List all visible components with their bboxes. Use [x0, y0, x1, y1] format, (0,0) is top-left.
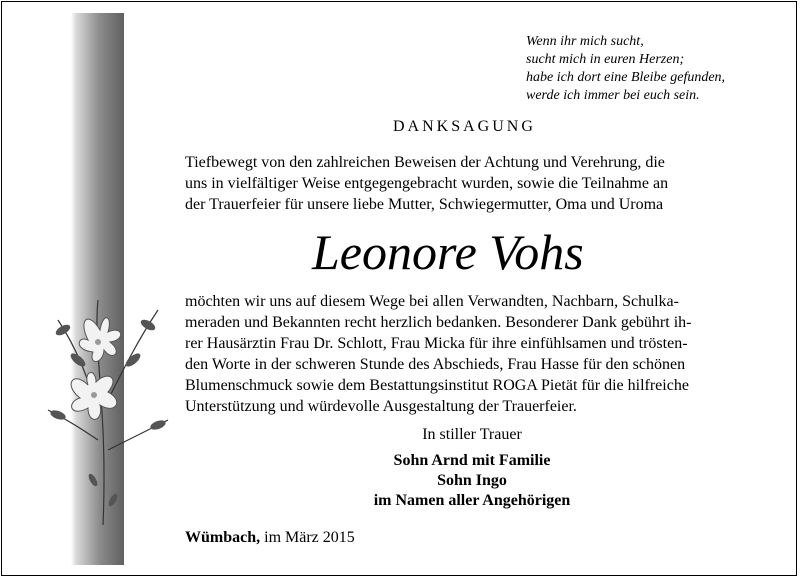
paragraph-line: Unterstützung und würdevolle Ausgestaltung der Trauerfeier.	[185, 398, 577, 415]
place: Wümbach,	[185, 529, 261, 546]
heading: DANKSAGUNG	[393, 118, 536, 135]
poem-line: sucht mich in euren Herzen;	[526, 52, 685, 67]
poem-line: werde ich immer bei euch sein.	[526, 88, 700, 103]
lily-bouquet-illustration	[38, 290, 178, 530]
closing-phrase: In stiller Trauer	[422, 426, 522, 443]
poem-line: Wenn ihr mich sucht,	[526, 34, 644, 49]
signatory: im Namen aller Angehörigen	[373, 492, 571, 509]
paragraph-line: Tiefbewegt von den zahlreichen Beweisen der Achtung und Verehrung, die	[185, 154, 665, 171]
paragraph-line: möchten wir uns auf diesem Wege bei allen Verwandten, Nachbarn, Schulka-	[185, 293, 679, 310]
intro-paragraph	[185, 152, 763, 215]
body-paragraph	[185, 291, 763, 417]
date: im März 2015	[264, 529, 355, 546]
paragraph-line: Blumenschmuck sowie dem Bestattungsinstitut ROGA Pietät für die hilfreiche	[185, 377, 689, 394]
paragraph-line: rer Hausärztin Frau Dr. Schlott, Frau Micka für ihre einfühlsamen und trösten-	[185, 335, 688, 352]
signatory: Sohn Arnd mit Familie	[393, 452, 551, 469]
paragraph-line: meraden und Bekannten recht herzlich bedanken. Besonderer Dank gebührt ih-	[185, 314, 692, 331]
poem	[526, 33, 725, 105]
poem-line: habe ich dort eine Bleibe gefunden,	[526, 70, 726, 85]
paragraph-line: uns in vielfältiger Weise entgegengebracht wurden, sowie die Teilnahme an	[185, 175, 669, 192]
deceased-name: Leonore Vohs	[312, 224, 584, 280]
paragraph-line: den Worte in der schweren Stunde des Abschieds, Frau Hasse für den schönen	[185, 356, 686, 373]
signatory: Sohn Ingo	[437, 472, 507, 489]
place-date	[185, 529, 355, 547]
paragraph-line: der Trauerfeier für unsere liebe Mutter, Schwiegermutter, Oma und Uroma	[185, 196, 664, 213]
